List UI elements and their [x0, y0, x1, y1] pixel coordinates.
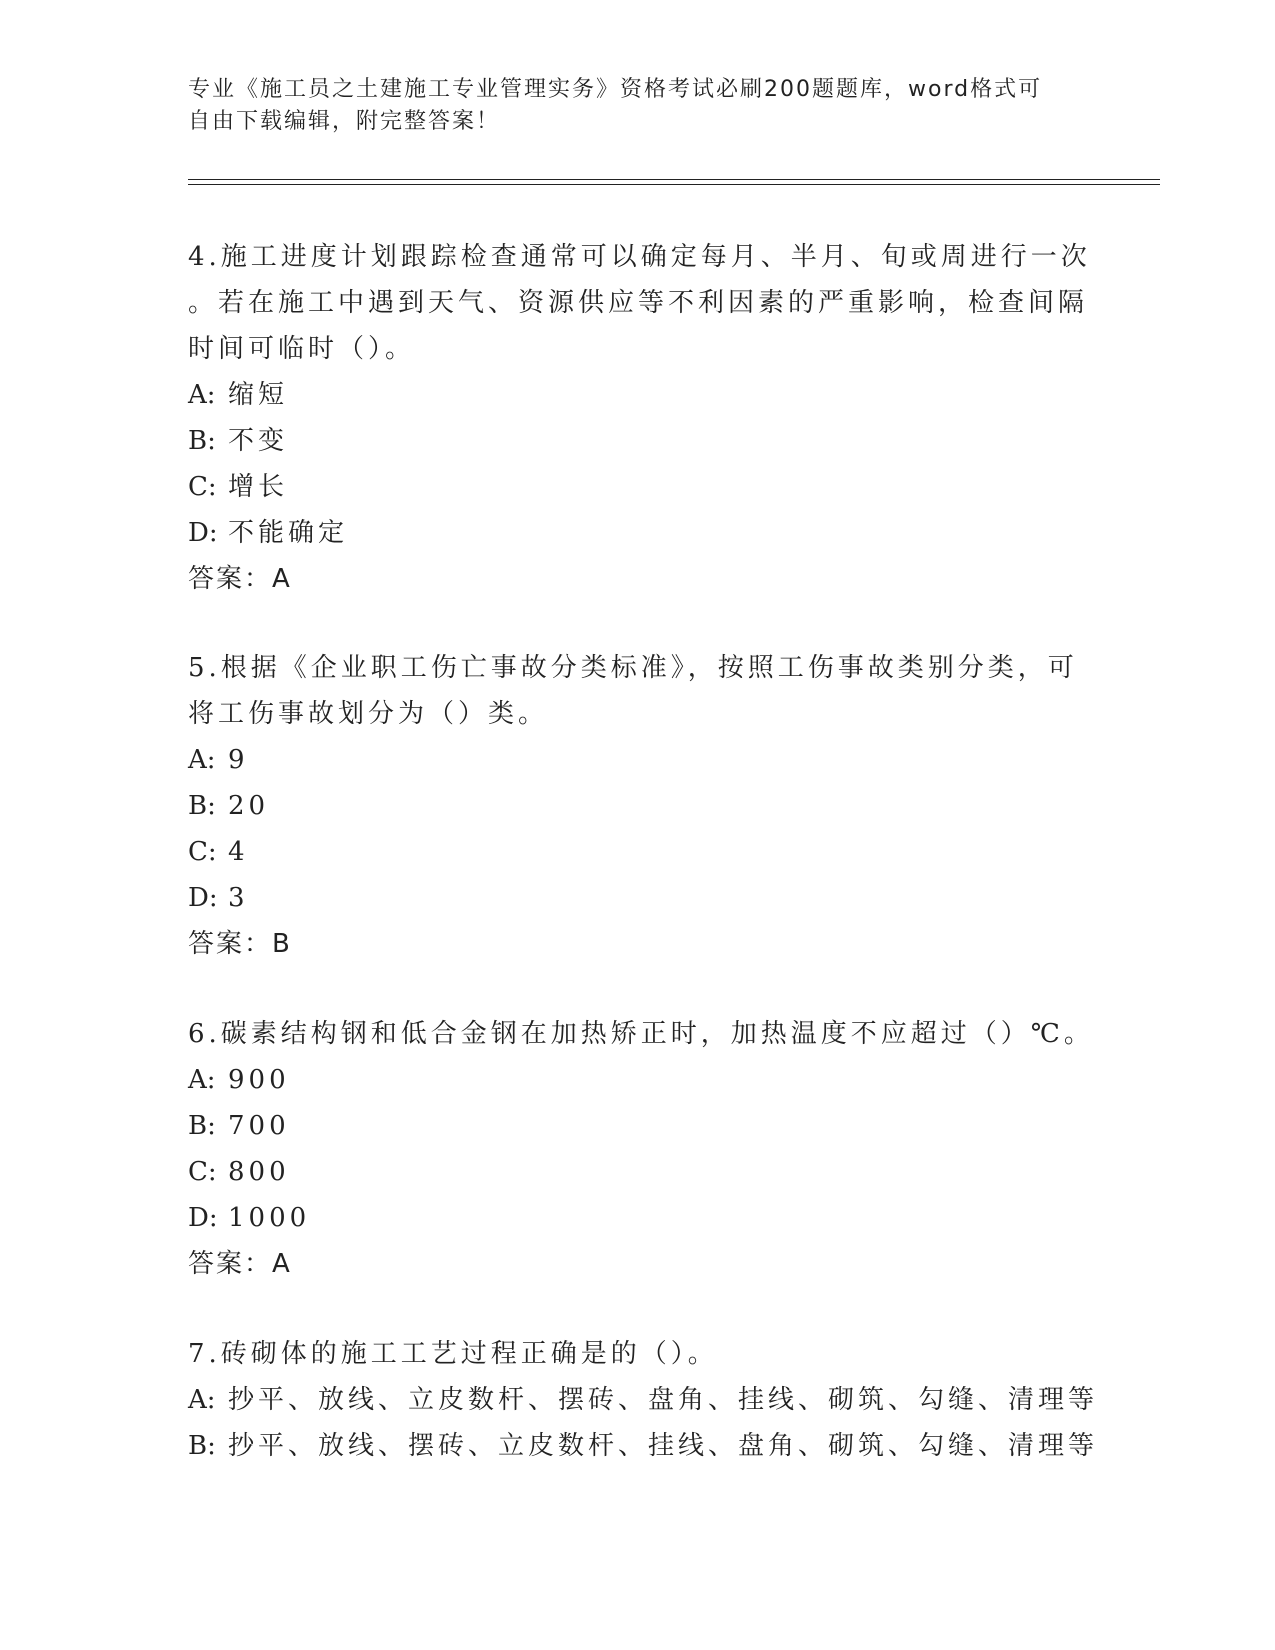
- option-label: C:: [188, 837, 217, 867]
- header-rule-top: [188, 179, 1160, 180]
- question-line: 7.砖砌体的施工工艺过程正确是的（）。: [188, 1339, 718, 1369]
- question-line: 4.施工进度计划跟踪检查通常可以确定每月、半月、旬或周进行一次: [188, 242, 1091, 272]
- option-b: [188, 1103, 1088, 1149]
- option-d: [188, 1195, 1088, 1241]
- option-a: [188, 737, 1088, 783]
- option-a: [188, 1377, 1099, 1423]
- option-d: [188, 875, 1088, 921]
- question-line: 6.碳素结构钢和低合金钢在加热矫正时，加热温度不应超过（）℃。: [188, 1019, 1094, 1049]
- document-header: [188, 74, 1068, 138]
- option-label: B:: [188, 426, 216, 456]
- question-text: [188, 234, 1091, 372]
- option-text: 20: [228, 791, 270, 821]
- question-7: [188, 1331, 1099, 1469]
- option-text: 不变: [228, 426, 289, 456]
- question-text: [188, 1331, 1088, 1377]
- question-4: [188, 234, 1091, 602]
- header-line-2: 自由下载编辑，附完整答案！: [188, 109, 501, 134]
- option-text: 900: [228, 1065, 290, 1095]
- option-label: C:: [188, 472, 217, 502]
- option-label: A:: [188, 745, 216, 775]
- question-6: [188, 1011, 1094, 1287]
- question-line: 。若在施工中遇到天气、资源供应等不利因素的严重影响，检查间隔: [188, 288, 1089, 318]
- option-label: A:: [188, 1385, 216, 1415]
- question-text: [188, 1011, 1094, 1057]
- question-line: 将工伤事故划分为（）类。: [188, 699, 549, 729]
- question-text: [188, 645, 1088, 737]
- answer: 答案：B: [188, 929, 292, 959]
- option-b: [188, 783, 1088, 829]
- option-d: [188, 510, 1088, 556]
- option-text: 1000: [228, 1203, 311, 1233]
- option-text: 不能确定: [228, 518, 349, 548]
- option-label: D:: [188, 883, 218, 913]
- option-c: [188, 464, 1088, 510]
- option-label: C:: [188, 1157, 217, 1187]
- option-text: 4: [228, 837, 249, 867]
- option-c: [188, 1149, 1088, 1195]
- header-line-1: 专业《施工员之土建施工专业管理实务》资格考试必刷200题题库，word格式可: [188, 77, 1043, 102]
- option-b: [188, 1423, 1099, 1469]
- option-label: B:: [188, 1431, 216, 1461]
- option-text: 缩短: [228, 380, 289, 410]
- option-text: 800: [228, 1157, 290, 1187]
- option-text: 700: [228, 1111, 290, 1141]
- option-a: [188, 372, 1088, 418]
- option-label: A:: [188, 1065, 216, 1095]
- option-b: [188, 418, 1088, 464]
- question-line: 5.根据《企业职工伤亡事故分类标准》，按照工伤事故类别分类，可: [188, 653, 1078, 683]
- answer: 答案：A: [188, 1249, 292, 1279]
- question-line: 时间可临时（）。: [188, 334, 416, 364]
- option-text: 抄平、放线、摆砖、立皮数杆、挂线、盘角、砌筑、勾缝、清理等: [228, 1431, 1099, 1461]
- option-text: 抄平、放线、立皮数杆、摆砖、盘角、挂线、砌筑、勾缝、清理等: [228, 1385, 1099, 1415]
- answer: 答案：A: [188, 564, 292, 594]
- option-c: [188, 829, 1088, 875]
- option-label: D:: [188, 1203, 218, 1233]
- option-a: [188, 1057, 1088, 1103]
- question-5: [188, 645, 1088, 967]
- option-label: B:: [188, 1111, 216, 1141]
- option-label: B:: [188, 791, 216, 821]
- header-rule-bottom: [188, 184, 1160, 185]
- option-text: 增长: [228, 472, 289, 502]
- option-text: 9: [228, 745, 249, 775]
- option-text: 3: [228, 883, 249, 913]
- option-label: A:: [188, 380, 216, 410]
- option-label: D:: [188, 518, 218, 548]
